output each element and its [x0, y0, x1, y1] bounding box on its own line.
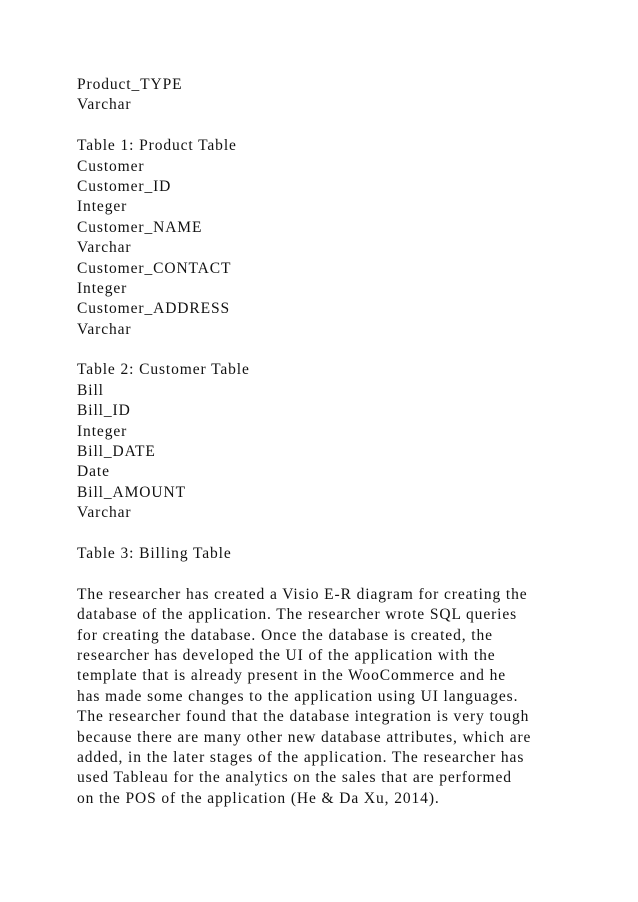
table-caption: Table 2: Customer Table: [77, 361, 250, 379]
field-type: Varchar: [77, 239, 132, 257]
paragraph-line: added, in the later stages of the application. The researcher has: [77, 748, 525, 766]
table-name: Customer: [77, 157, 145, 175]
paragraph-line: database of the application. The researcher wrote SQL queries: [77, 606, 518, 624]
spacer: [77, 524, 607, 544]
spacer: [77, 116, 607, 136]
field-name: Bill_AMOUNT: [77, 483, 186, 501]
field-type: Integer: [77, 198, 128, 216]
paragraph-line: for creating the database. Once the database is created, the: [77, 626, 493, 644]
field-name: Bill_ID: [77, 402, 131, 420]
table-name: Bill: [77, 381, 104, 399]
field-type: Integer: [77, 422, 128, 440]
paragraph-line: researcher has developed the UI of the application with the: [77, 646, 496, 664]
table-caption: Table 1: Product Table: [77, 137, 237, 155]
field-name: Product_TYPE: [77, 76, 183, 93]
customer-fields: [77, 157, 607, 341]
table-caption: Table 3: Billing Table: [77, 544, 232, 562]
paragraph-line: The researcher found that the database integration is very tough: [77, 708, 530, 726]
field-name: Customer_CONTACT: [77, 259, 232, 277]
field-type: Date: [77, 463, 110, 481]
paragraph-line: on the POS of the application (He & Da Xu, 2014).: [77, 789, 440, 807]
bill-fields: [77, 381, 607, 524]
field-type: Varchar: [77, 504, 132, 522]
field-name: Customer_ADDRESS: [77, 300, 231, 318]
document-page: [77, 75, 607, 809]
paragraph-line: because there are many other new database attributes, which are: [77, 728, 532, 746]
field-name: Customer_NAME: [77, 218, 203, 236]
spacer: [77, 564, 607, 584]
product-fields: [77, 75, 607, 116]
field-name: Bill_DATE: [77, 443, 156, 461]
paragraph-line: template that is already present in the WooCommerce and he: [77, 667, 506, 685]
paragraph-line: has made some changes to the application using UI languages.: [77, 687, 519, 705]
field-type: Integer: [77, 279, 128, 297]
body-paragraph: [77, 585, 607, 809]
paragraph-line: The researcher has created a Visio E-R diagram for creating the: [77, 585, 528, 603]
field-type: Varchar: [77, 320, 132, 338]
spacer: [77, 340, 607, 360]
field-type: Varchar: [77, 96, 132, 114]
field-name: Customer_ID: [77, 177, 172, 195]
paragraph-line: used Tableau for the analytics on the sales that are performed: [77, 769, 512, 787]
